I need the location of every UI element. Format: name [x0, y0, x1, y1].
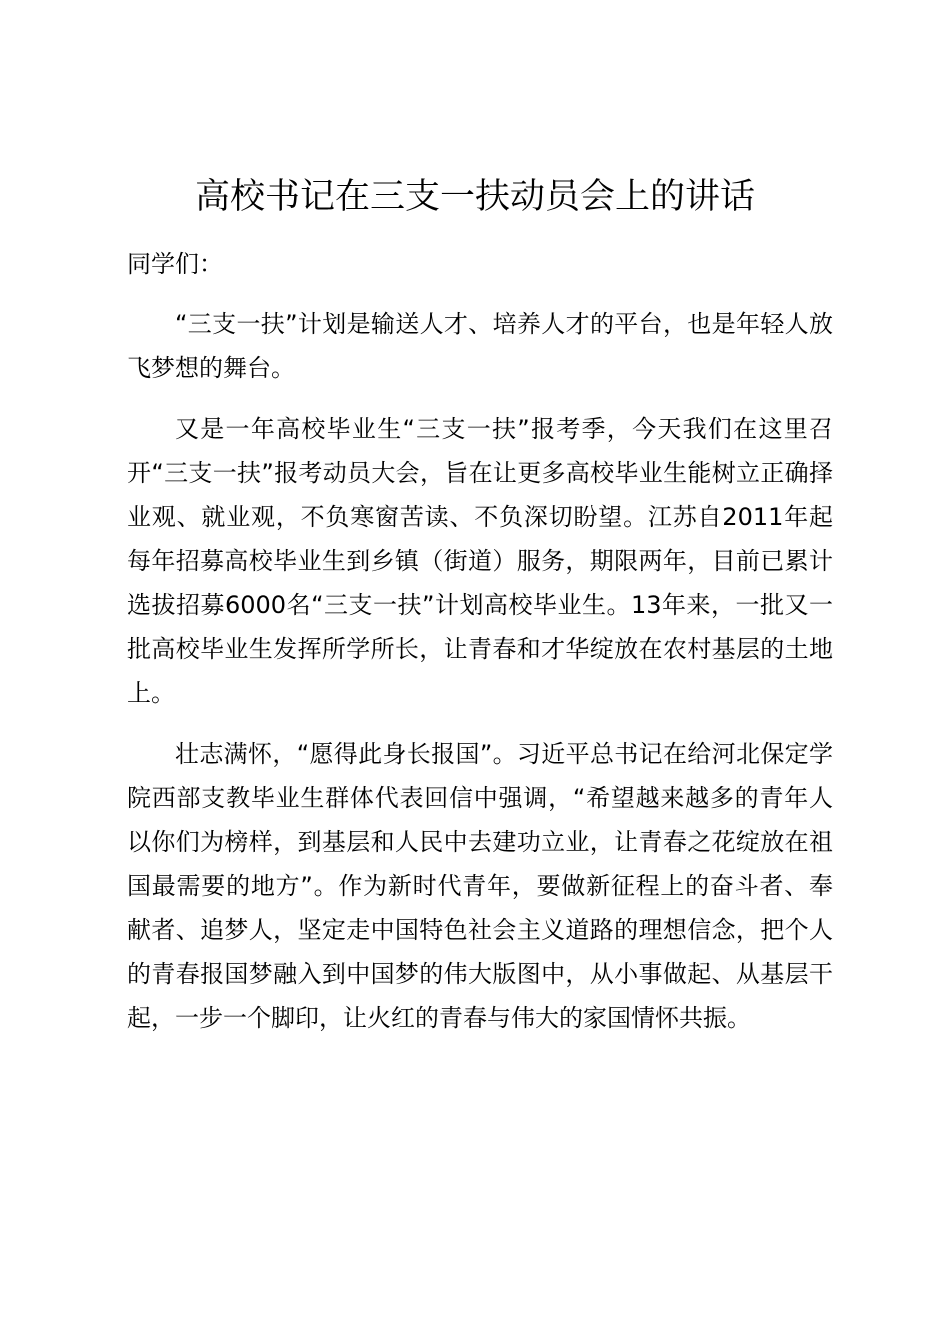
- paragraph-3: 壮志满怀，“愿得此身长报国”。习近平总书记在给河北保定学院西部支教毕业生群体代表回信中强调，“希望越来越多的青年人以你们为榜样，到基层和人民中去建功立业，让青春之花绽放在祖国最需要的地方”。作为新时代青年，要做新征程上的奋斗者、奉献者、追梦人，坚定走中国特色社会主义道路的理想信念，把个人的青春报国梦融入到中国梦的伟大版图中，从小事做起、从基层干起，一步一个脚印，让火红的青春与伟大的家国情怀共振。: [127, 740, 833, 1032]
- document-body: [127, 242, 833, 1040]
- document-title: 高校书记在三支一扶动员会上的讲话: [194, 177, 755, 217]
- paragraph-2: 又是一年高校毕业生“三支一扶”报考季，今天我们在这里召开“三支一扶”报考动员大会，旨在让更多高校毕业生能树立正确择业观、就业观，不负寒窗苦读、不负深切盼望。江苏自2011年起每年招募高校毕业生到乡镇（街道）服务，期限两年，目前已累计选拔招募6000名“三支一扶”计划高校毕业生。13年来，一批又一批高校毕业生发挥所学所长，让青春和才华绽放在农村基层的土地上。: [127, 415, 833, 707]
- paragraph-1: “三支一扶”计划是输送人才、培养人才的平台，也是年轻人放飞梦想的舞台。: [127, 310, 833, 382]
- salutation: 同学们：: [127, 250, 223, 278]
